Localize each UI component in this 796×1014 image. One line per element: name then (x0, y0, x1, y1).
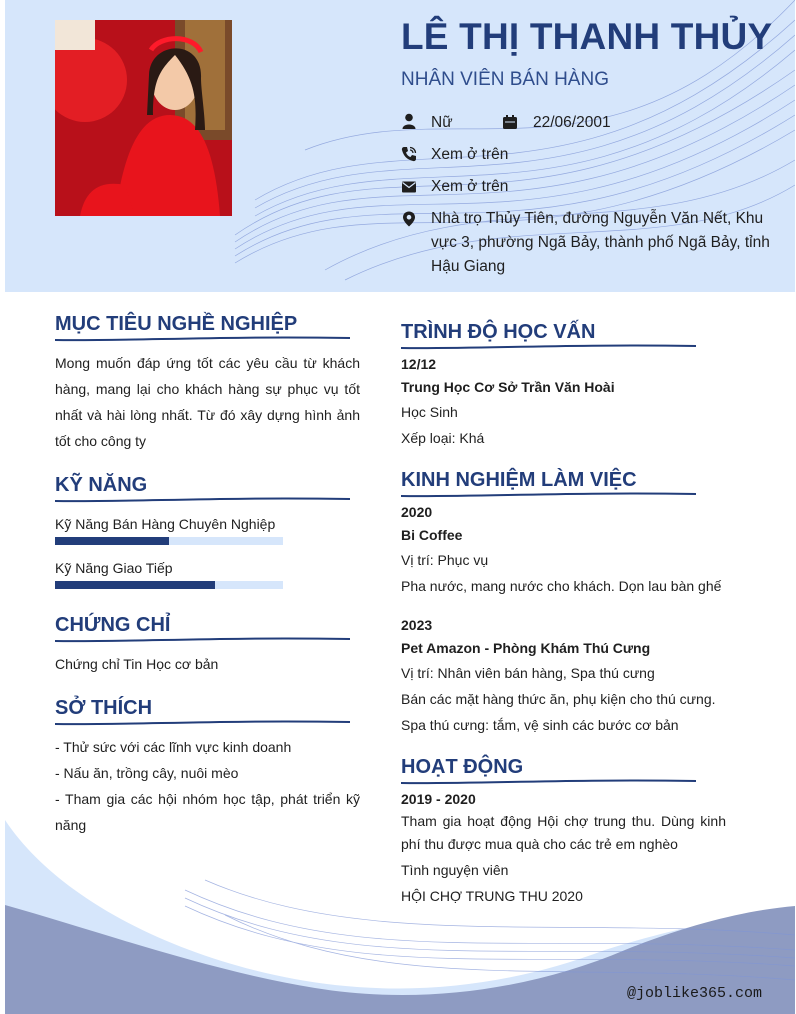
skills-underline (55, 496, 355, 504)
education-underline (401, 343, 701, 351)
hobby-item: - Thử sức với các lĩnh vực kinh doanh (55, 739, 292, 755)
job-detail: Spa thú cưng: tắm, vệ sinh các bước cơ bản (401, 717, 679, 733)
envelope-icon (401, 179, 417, 195)
skill-bar (55, 537, 283, 545)
skill-bar-fill (55, 581, 215, 589)
phone-icon (401, 146, 417, 162)
hobby-item: - Nấu ăn, trồng cây, nuôi mèo (55, 765, 239, 781)
calendar-icon (502, 114, 518, 130)
hobbies-heading: SỞ THÍCH (55, 697, 153, 719)
skill-bar (55, 581, 283, 589)
resume-page (5, 0, 795, 1014)
skill-label: Kỹ Năng Bán Hàng Chuyên Nghiệp (55, 516, 276, 532)
skill-label: Kỹ Năng Giao Tiếp (55, 560, 173, 576)
objective-text: Mong muốn đáp ứng tốt các yêu cầu từ khách hàng, mang lại cho khách hàng sự phục vụ tốt nhất và hài lòng nhất. Từ đó xây dựng hình ảnh tốt cho công ty (55, 355, 360, 449)
gender-value: Nữ (431, 114, 453, 131)
profile-photo (55, 20, 232, 216)
job-detail: Pha nước, mang nước cho khách. Dọn lau bàn ghế (401, 578, 722, 594)
education-major: Học Sinh (401, 404, 458, 420)
birthdate-value: 22/06/2001 (533, 114, 611, 131)
activity-role: Tình nguyện viên (401, 862, 509, 878)
job-detail: Bán các mặt hàng thức ăn, phụ kiện cho thú cưng. (401, 691, 716, 707)
certificates-underline (55, 636, 355, 644)
candidate-position: NHÂN VIÊN BÁN HÀNG (401, 69, 609, 90)
objective-underline (55, 335, 355, 343)
email-value: Xem ở trên (431, 178, 509, 195)
map-pin-icon (401, 211, 417, 227)
education-grade: Xếp loại: Khá (401, 430, 485, 446)
phone-value: Xem ở trên (431, 146, 509, 163)
hobbies-underline (55, 719, 355, 727)
job-role: Vị trí: Nhân viên bán hàng, Spa thú cưng (401, 665, 655, 681)
job-year: 2023 (401, 617, 433, 633)
education-period: 12/12 (401, 356, 437, 372)
job-role: Vị trí: Phục vụ (401, 552, 489, 568)
job-company: Bi Coffee (401, 527, 463, 543)
activity-period: 2019 - 2020 (401, 791, 476, 807)
activities-heading: HOẠT ĐỘNG (401, 756, 524, 778)
candidate-name: LÊ THỊ THANH THỦY (401, 16, 773, 57)
objective-heading: MỤC TIÊU NGHỀ NGHIỆP (55, 313, 298, 335)
skills-heading: KỸ NĂNG (55, 474, 148, 496)
education-school: Trung Học Cơ Sở Trần Văn Hoài (401, 379, 615, 395)
hobby-item: - Tham gia các hội nhóm học tập, phát triển kỹ năng (55, 791, 360, 833)
education-heading: TRÌNH ĐỘ HỌC VẤN (401, 321, 596, 343)
experience-heading: KINH NGHIỆM LÀM VIỆC (401, 469, 637, 491)
experience-underline (401, 491, 701, 499)
header (5, 0, 795, 292)
activity-event: HỘI CHỢ TRUNG THU 2020 (401, 888, 583, 904)
user-icon (401, 113, 417, 129)
activities-underline (401, 778, 701, 786)
address-value: Nhà trọ Thủy Tiên, đường Nguyễn Văn Nết, Khu vực 3, phường Ngã Bảy, thành phố Ngã Bảy, tỉnh Hậu Giang (431, 210, 770, 275)
skill-bar-fill (55, 537, 169, 545)
watermark: @joblike365.com (627, 985, 763, 1002)
activity-description: Tham gia hoạt động Hội chợ trung thu. Dùng kinh phí thu được mua quà cho các trẻ em nghèo (401, 813, 726, 852)
job-company: Pet Amazon - Phòng Khám Thú Cưng (401, 640, 651, 656)
certificate-item: Chứng chỉ Tin Học cơ bản (55, 656, 219, 672)
job-year: 2020 (401, 504, 433, 520)
certificates-heading: CHỨNG CHỈ (55, 614, 171, 636)
